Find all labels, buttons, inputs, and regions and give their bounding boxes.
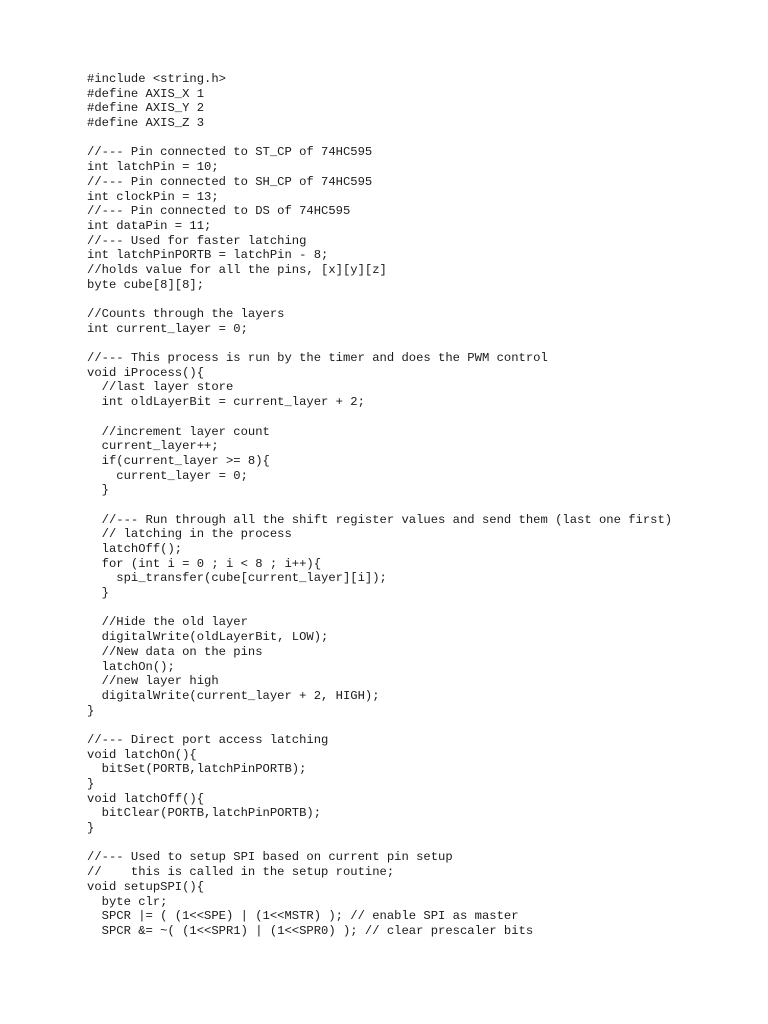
code-line: //--- Run through all the shift register values and send them (last one first) bbox=[87, 512, 673, 527]
code-line: void setupSPI(){ bbox=[87, 879, 205, 894]
code-line: SPCR |= ( (1<<SPE) | (1<<MSTR) ); // enable SPI as master bbox=[87, 909, 519, 924]
code-line: SPCR &= ~( (1<<SPR1) | (1<<SPR0) ); // clear prescaler bits bbox=[87, 923, 534, 938]
code-line: spi_transfer(cube[current_layer][i]); bbox=[87, 571, 387, 586]
code-line: #define AXIS_X 1 bbox=[87, 86, 205, 101]
code-line bbox=[87, 718, 672, 733]
code-line: //new layer high bbox=[87, 674, 219, 689]
code-line: int current_layer = 0; bbox=[87, 321, 248, 336]
code-line: current_layer = 0; bbox=[87, 468, 248, 483]
code-line bbox=[87, 336, 672, 351]
code-line: #define AXIS_Z 3 bbox=[87, 116, 205, 131]
code-line: //last layer store bbox=[87, 380, 234, 395]
code-line: latchOff(); bbox=[87, 542, 183, 556]
code-line: //--- Pin connected to ST_CP of 74HC595 bbox=[87, 145, 373, 160]
code-line: #include <string.h> bbox=[87, 72, 226, 86]
code-line: int latchPinPORTB = latchPin - 8; bbox=[87, 248, 329, 263]
code-line bbox=[87, 836, 672, 851]
code-line: void latchOn(){ bbox=[87, 747, 197, 762]
code-line: byte cube[8][8]; bbox=[87, 277, 205, 292]
code-line: int clockPin = 13; bbox=[87, 189, 219, 204]
code-line: if(current_layer >= 8){ bbox=[87, 453, 270, 468]
code-listing bbox=[87, 72, 672, 939]
code-line: int oldLayerBit = current_layer + 2; bbox=[87, 395, 365, 410]
code-line: } bbox=[87, 586, 109, 601]
code-line: int latchPin = 10; bbox=[87, 160, 219, 175]
code-line: // latching in the process bbox=[87, 527, 292, 542]
code-line: //Counts through the layers bbox=[87, 307, 285, 321]
code-line bbox=[87, 410, 672, 425]
code-line: bitSet(PORTB,latchPinPORTB); bbox=[87, 762, 307, 777]
code-line: digitalWrite(oldLayerBit, LOW); bbox=[87, 630, 329, 645]
code-line: byte clr; bbox=[87, 894, 168, 909]
code-line bbox=[87, 292, 672, 307]
code-line: } bbox=[87, 777, 95, 791]
code-line: } bbox=[87, 821, 95, 836]
code-line: } bbox=[87, 703, 95, 718]
code-line: void iProcess(){ bbox=[87, 365, 205, 380]
code-line: current_layer++; bbox=[87, 439, 219, 454]
code-line bbox=[87, 601, 672, 616]
code-line: //--- This process is run by the timer and does the PWM control bbox=[87, 351, 548, 366]
code-line: // this is called in the setup routine; bbox=[87, 865, 395, 880]
code-line bbox=[87, 498, 672, 513]
code-line: } bbox=[87, 483, 109, 498]
code-line: int dataPin = 11; bbox=[87, 218, 212, 233]
code-line: //--- Pin connected to SH_CP of 74HC595 bbox=[87, 174, 373, 189]
code-line bbox=[87, 131, 672, 146]
code-line: digitalWrite(current_layer + 2, HIGH); bbox=[87, 688, 380, 703]
code-line: bitClear(PORTB,latchPinPORTB); bbox=[87, 806, 322, 821]
code-line: //Hide the old layer bbox=[87, 615, 248, 630]
code-line: void latchOff(){ bbox=[87, 791, 205, 806]
code-line: //increment layer count bbox=[87, 424, 270, 439]
code-line: //holds value for all the pins, [x][y][z] bbox=[87, 262, 387, 277]
code-line: for (int i = 0 ; i < 8 ; i++){ bbox=[87, 556, 322, 571]
code-line: //--- Pin connected to DS of 74HC595 bbox=[87, 204, 351, 219]
code-line: //--- Used for faster latching bbox=[87, 233, 307, 248]
code-line: latchOn(); bbox=[87, 659, 175, 674]
code-line: //--- Used to setup SPI based on current pin setup bbox=[87, 850, 453, 865]
code-line: //New data on the pins bbox=[87, 644, 263, 659]
code-line: //--- Direct port access latching bbox=[87, 732, 329, 747]
code-line: #define AXIS_Y 2 bbox=[87, 101, 205, 116]
